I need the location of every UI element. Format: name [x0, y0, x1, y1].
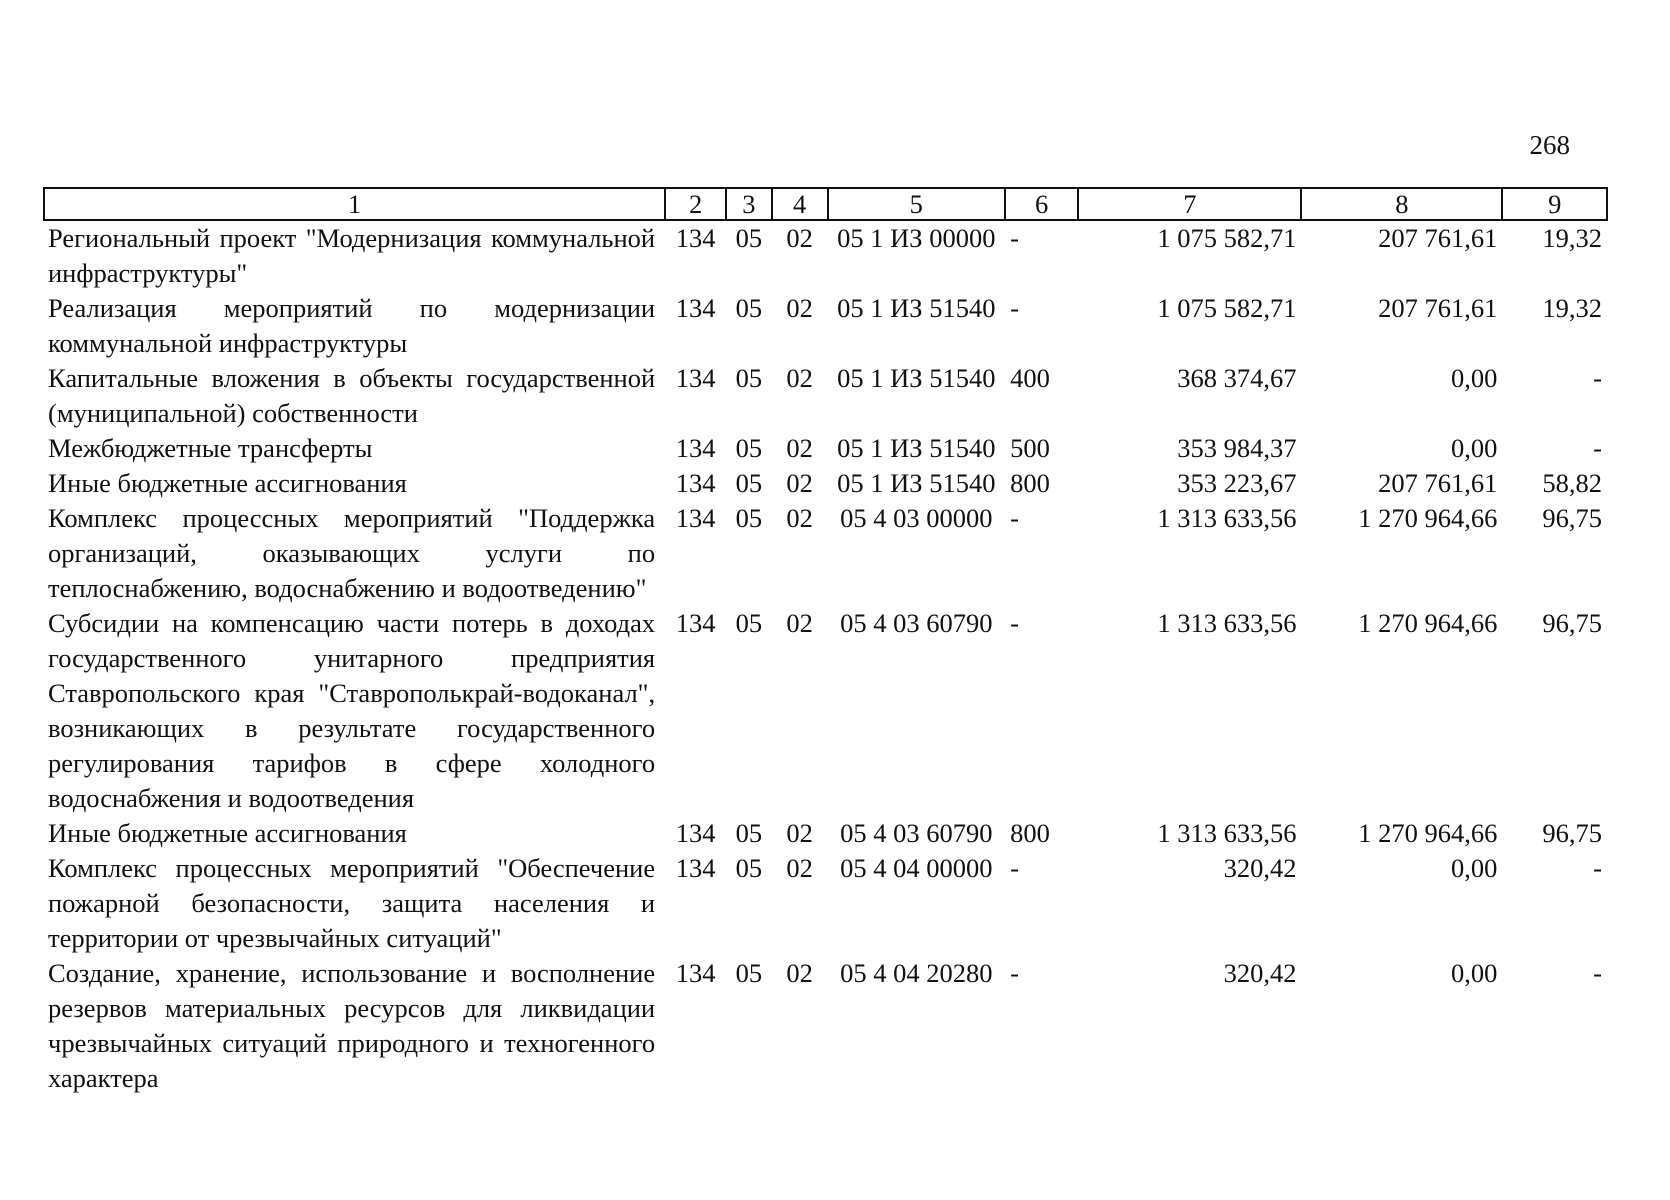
cell-expense-type: -: [1010, 293, 1019, 323]
row-name: Субсидии на компенсацию части потерь в доходах государственного унитарного предприятия Ставропольского края "Ставрополькрай-водоканал", возникающих в результате государственного регулирования тарифов в сфере холодного водоснабжения и водоотведения: [48, 608, 656, 813]
row-name: Региональный проект "Модернизация коммунальной инфраструктуры": [48, 223, 656, 288]
cell-expense-type: 500: [1010, 433, 1050, 463]
cell-planned: 1 075 582,71: [1157, 223, 1297, 253]
table-row: [44, 956, 1607, 1096]
cell-subsection: 02: [786, 433, 813, 463]
cell-section: 05: [735, 818, 763, 848]
cell-target-article: 05 1 ИЗ 51540: [837, 433, 996, 463]
cell-percent: 96,75: [1542, 818, 1602, 848]
cell-percent: 58,82: [1542, 468, 1602, 498]
cell-planned: 1 313 633,56: [1157, 503, 1297, 533]
cell-executed: 0,00: [1451, 853, 1498, 883]
cell-target-article: 05 4 03 00000: [840, 503, 993, 533]
cell-planned: 368 374,67: [1177, 363, 1297, 393]
cell-expense-type: -: [1010, 608, 1019, 638]
row-name: Реализация мероприятий по модернизации коммунальной инфраструктуры: [48, 293, 656, 358]
cell-subsection: 02: [786, 468, 813, 498]
cell-expense-type: -: [1010, 958, 1019, 988]
cell-planned: 1 075 582,71: [1157, 293, 1297, 323]
cell-executed: 1 270 964,66: [1358, 503, 1498, 533]
cell-subsection: 02: [786, 818, 813, 848]
row-name: Комплекс процессных мероприятий "Обеспечение пожарной безопасности, защита населения и территории от чрезвычайных ситуаций": [48, 853, 656, 953]
cell-target-article: 05 1 ИЗ 51540: [837, 468, 996, 498]
cell-subsection: 02: [786, 363, 813, 393]
cell-expense-type: 800: [1010, 468, 1050, 498]
cell-subsection: 02: [786, 293, 813, 323]
row-name: Капитальные вложения в объекты государственной (муниципальной) собственности: [48, 363, 656, 428]
cell-section: 05: [735, 468, 763, 498]
cell-percent: -: [1593, 433, 1602, 463]
cell-subsection: 02: [786, 608, 813, 638]
column-header: 7: [1078, 188, 1301, 220]
cell-executed: 207 761,61: [1378, 468, 1498, 498]
cell-planned: 353 223,67: [1177, 468, 1297, 498]
cell-target-article: 05 4 04 20280: [840, 958, 993, 988]
cell-section: 05: [735, 363, 763, 393]
cell-executed: 1 270 964,66: [1358, 818, 1498, 848]
cell-target-article: 05 4 04 00000: [840, 853, 993, 883]
cell-section: 05: [735, 853, 763, 883]
cell-admin-code: 134: [675, 853, 716, 883]
cell-admin-code: 134: [675, 223, 716, 253]
cell-section: 05: [735, 608, 763, 638]
cell-section: 05: [735, 433, 763, 463]
cell-target-article: 05 4 03 60790: [840, 608, 993, 638]
cell-subsection: 02: [786, 853, 813, 883]
cell-executed: 0,00: [1451, 433, 1498, 463]
budget-table: [43, 187, 1608, 1096]
cell-percent: 19,32: [1542, 223, 1602, 253]
cell-admin-code: 134: [675, 433, 716, 463]
cell-section: 05: [735, 958, 763, 988]
table-row: [44, 291, 1607, 361]
table-row: [44, 501, 1607, 606]
cell-admin-code: 134: [675, 958, 716, 988]
row-name: Создание, хранение, использование и восполнение резервов материальных ресурсов для ликвидации чрезвычайных ситуаций природного и техногенного характера: [48, 958, 656, 1093]
cell-planned: 353 984,37: [1177, 433, 1297, 463]
row-name: Межбюджетные трансферты: [48, 433, 373, 463]
cell-subsection: 02: [786, 503, 813, 533]
header-row: [44, 188, 1607, 220]
column-header: 8: [1301, 188, 1502, 220]
cell-section: 05: [735, 503, 763, 533]
row-name: Комплекс процессных мероприятий "Поддержка организаций, оказывающих услуги по теплоснабжению, водоснабжению и водоотведению": [48, 503, 656, 603]
cell-expense-type: -: [1010, 223, 1019, 253]
column-header: 4: [772, 188, 828, 220]
cell-admin-code: 134: [675, 293, 716, 323]
cell-admin-code: 134: [675, 468, 716, 498]
cell-executed: 207 761,61: [1378, 223, 1498, 253]
cell-target-article: 05 1 ИЗ 00000: [837, 223, 996, 253]
cell-expense-type: 800: [1010, 818, 1050, 848]
cell-planned: 1 313 633,56: [1157, 608, 1297, 638]
column-header: 2: [665, 188, 726, 220]
cell-planned: 320,42: [1223, 958, 1297, 988]
cell-expense-type: 400: [1010, 363, 1050, 393]
cell-subsection: 02: [786, 958, 813, 988]
column-header: 5: [828, 188, 1006, 220]
cell-percent: -: [1593, 958, 1602, 988]
column-header: 1: [44, 188, 665, 220]
cell-percent: -: [1593, 363, 1602, 393]
cell-expense-type: -: [1010, 853, 1019, 883]
cell-target-article: 05 1 ИЗ 51540: [837, 293, 996, 323]
row-name: Иные бюджетные ассигнования: [48, 818, 407, 848]
cell-section: 05: [735, 293, 763, 323]
table-row: [44, 431, 1607, 466]
cell-section: 05: [735, 223, 763, 253]
table-row: [44, 361, 1607, 431]
table-row: [44, 851, 1607, 956]
table-row: [44, 606, 1607, 816]
row-name: Иные бюджетные ассигнования: [48, 468, 407, 498]
cell-target-article: 05 4 03 60790: [840, 818, 993, 848]
cell-admin-code: 134: [675, 818, 716, 848]
cell-admin-code: 134: [675, 363, 716, 393]
cell-executed: 1 270 964,66: [1358, 608, 1498, 638]
table-row: [44, 466, 1607, 501]
cell-admin-code: 134: [675, 503, 716, 533]
cell-expense-type: -: [1010, 503, 1019, 533]
column-header: 6: [1005, 188, 1078, 220]
cell-percent: 19,32: [1542, 293, 1602, 323]
column-header: 3: [726, 188, 772, 220]
cell-admin-code: 134: [675, 608, 716, 638]
cell-planned: 1 313 633,56: [1157, 818, 1297, 848]
cell-percent: -: [1593, 853, 1602, 883]
column-header: 9: [1502, 188, 1607, 220]
cell-percent: 96,75: [1542, 503, 1602, 533]
page-number: 268: [1529, 130, 1570, 160]
cell-target-article: 05 1 ИЗ 51540: [837, 363, 996, 393]
cell-executed: 0,00: [1451, 958, 1498, 988]
cell-executed: 0,00: [1451, 363, 1498, 393]
cell-executed: 207 761,61: [1378, 293, 1498, 323]
cell-percent: 96,75: [1542, 608, 1602, 638]
table-row: [44, 816, 1607, 851]
cell-planned: 320,42: [1223, 853, 1297, 883]
cell-subsection: 02: [786, 223, 813, 253]
table-row: [44, 220, 1607, 291]
